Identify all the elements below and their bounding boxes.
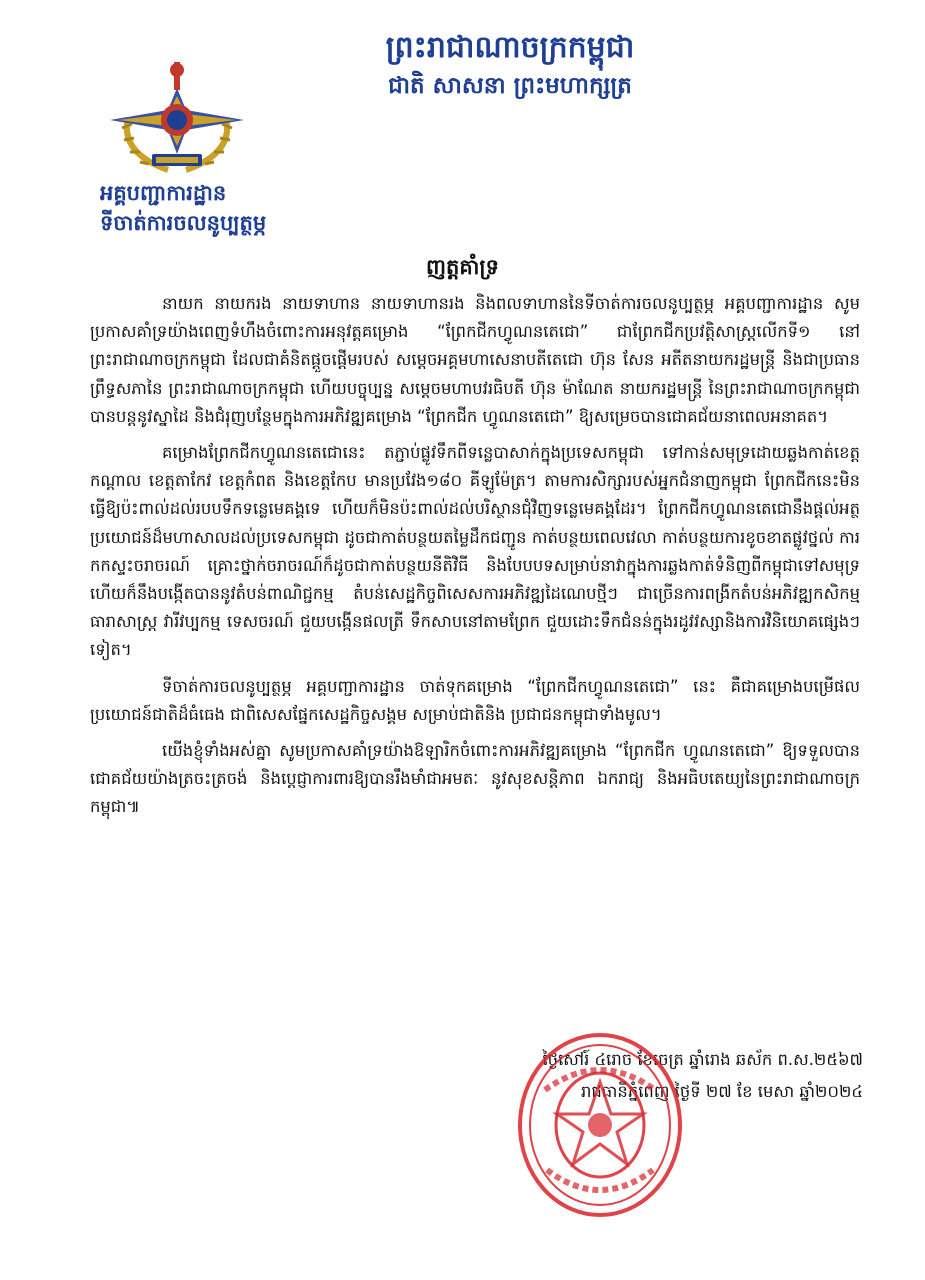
official-red-seal-icon xyxy=(515,1030,685,1220)
organization-name xyxy=(100,178,360,238)
military-emblem-icon xyxy=(108,58,246,178)
body-paragraph: ទីចាត់ការចលនូប្បត្ថម្ភ អគ្គបញ្ជាការដ្ឋាន ចាត់ទុកគម្រោង “ព្រែកជីកហ្វូណនតេជោ” នេះ គឺជាគម្រោងបម្រើផលប្រយោជន៍ជាតិដ៏ធំធេង ជាពិសេសផ្នែកសេដ្ឋកិច្ចសង្គម សម្រាប់ជាតិនិង ប្រជាជនកម្ពុជាទាំងមូល។ xyxy=(90,676,860,724)
body-paragraph: យើងខ្ញុំទាំងអស់គ្នា សូមប្រកាសគាំទ្រយ៉ាងឱឡារិកចំពោះការអភិវឌ្ឍគម្រោង “ព្រែកជីក ហ្វូណនតេជោ” ឱ្យទទួលបានជោគជ័យយ៉ាងត្រចះត្រចង់ និងប្តេជ្ញាការពារឱ្យបានរឹងមាំជាអមតៈ នូវសុខសន្តិភាព ឯករាជ្យ និងអធិបតេយ្យនៃព្រះរាជាណាចក្រកម្ពុជា៕ xyxy=(90,741,860,817)
kingdom-title: ព្រះរាជាណាចក្រកម្ពុជា xyxy=(385,30,635,65)
body-paragraph: គម្រោងព្រែកជីកហ្វូណនតេជោនេះ តភ្ជាប់ផ្លូវទឹកពីទន្លេបាសាក់ក្នុងប្រទេសកម្ពុជា ទៅកាន់សមុទ្រដោយឆ្លងកាត់ខេត្តកណ្តាល ខេត្តតាកែវ ខេត្តកំពត និងខេត្តកែប មានប្រវែង១៨០ គីឡូម៉ែត្រ។ តាមការសិក្សារបស់អ្នកជំនាញកម្ពុជា ព្រែកជីកនេះមិនធ្វើឱ្យប៉ះពាល់ដល់របបទឹកទន្លេមេគង្គទេ ហើយក៏មិនប៉ះពាល់ដល់បរិស្ថានជុំវិញទន្លេមេគង្គដែរ។ ព្រែកជីកហ្វូណនតេជោនឹងផ្តល់អត្ថប្រយោជន៍ដ៏មហាសាលដល់ប្រទេសកម្ពុជា ដូចជាកាត់បន្ថយតម្លៃដឹកជញ្ជូន កាត់បន្ថយពេលវេលា កាត់បន្ថយការខូចខាតផ្លូវថ្នល់ ការកកស្ទះចរាចរណ៍ គ្រោះថ្នាក់ចរាចរណ៍ក៏ដូចជាកាត់បន្ថយនីតិវិធី និងបែបបទសម្រាប់នាវាក្នុងការឆ្លងកាត់ទំនិញពីកម្ពុជាទៅសមុទ្រ ហើយក៏នឹងបង្កើតបាននូវតំបន់ពាណិជ្ជកម្ម តំបន់សេដ្ឋកិច្ចពិសេសការអភិវឌ្ឍដៃណេបថ្មីៗ ជាច្រើនការពង្រីកតំបន់អភិវឌ្ឍកសិកម្ម ធារាសាស្ត្រ វារីវប្បកម្ម ទេសចរណ៍ ជួយបង្កើនផលត្រី ទឹកសាបនៅតាមព្រែក ជួយដោះទឹកជំនន់ក្នុងរដូវវស្សានិងការវិនិយោគផ្សេងៗទៀត។ xyxy=(90,443,860,660)
royal-header xyxy=(300,28,720,102)
document-title: ញត្តគាំទ្រ xyxy=(426,255,499,279)
organization-line-2: ទីចាត់ការចលនូប្បត្ថម្ភ xyxy=(100,211,267,235)
solar-date: រាជធានីភ្នំពេញ ថ្ងៃទី ២៧ ខែ មេសា ឆ្នាំ២០២៤ xyxy=(581,1082,863,1101)
national-motto: ជាតិ សាសនា ព្រះមហាក្សត្រ xyxy=(388,73,632,99)
lunar-date: ថ្ងៃសៅរ៍ ៤រោច ខែចេត្រ ឆ្នាំរោង ឆស័ក ព.ស.២៥៦៧ xyxy=(542,1050,863,1069)
body-paragraph: នាយក នាយករង នាយទាហាន នាយទាហានរង និងពលទាហាននៃទីចាត់ការចលនូប្បត្ថម្ភ អគ្គបញ្ជាការដ្ឋាន សូមប្រកាសគាំទ្រយ៉ាងពេញទំហឹងចំពោះការអនុវត្តគម្រោង “ព្រែកជីកហ្វូណនតេជោ” ជាព្រែកជីកប្រវត្តិសាស្ត្រលើកទី១ នៅព្រះរាជាណាចក្រកម្ពុជា ដែលជាគំនិតផ្តួចផ្តើមរបស់ សម្តេចអគ្គមហាសេនាបតីតេជោ ហ៊ុន សែន អតីតនាយករដ្ឋមន្ត្រី និងជាប្រធានព្រឹទ្ធសភានៃ ព្រះរាជាណាចក្រកម្ពុជា ហើយបច្ចុប្បន្ន សម្តេចមហាបវរធិបតី ហ៊ុន ម៉ាណែត នាយករដ្ឋមន្ត្រី នៃព្រះរាជាណាចក្រកម្ពុជា បានបន្តនូវស្នាដៃ និងជំរុញបន្ថែមក្នុងការអភិវឌ្ឍគម្រោង “ព្រែកជីក ហ្វូណនតេជោ” ឱ្យសម្រេចបានជោគជ័យនាពេលអនាគត។ xyxy=(90,294,860,426)
organization-line-1: អគ្គបញ្ជាការដ្ឋាន xyxy=(100,181,227,205)
document-body xyxy=(90,290,860,830)
